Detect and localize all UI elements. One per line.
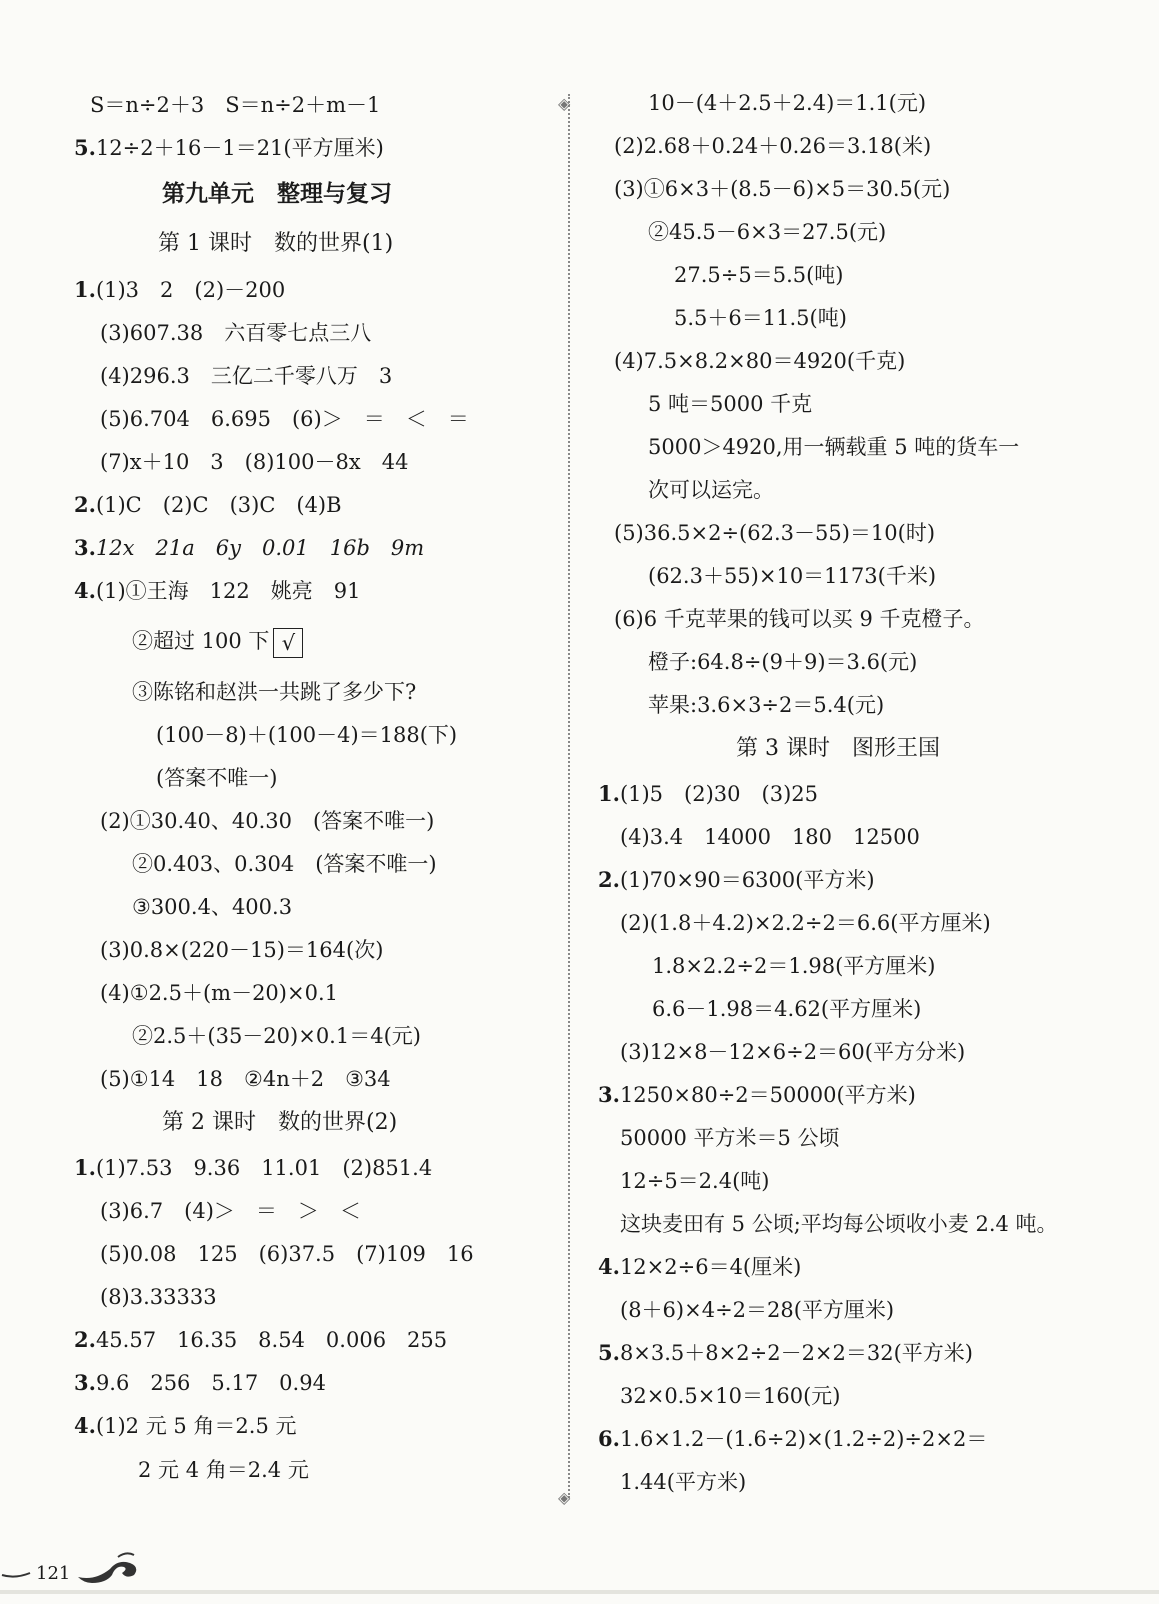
answer-text: (1)①王海 122 姚亮 91	[95, 579, 361, 603]
answer-line: 6.6－1.98＝4.62(平方厘米)	[652, 997, 922, 1021]
answer-line: 5.5＋6＝11.5(吨)	[674, 306, 847, 330]
answer-line: (8)3.33333	[100, 1285, 217, 1309]
answer-line: ②2.5＋(35－20)×0.1＝4(元)	[132, 1024, 421, 1048]
answer-line: 1.8×2.2÷2＝1.98(平方厘米)	[652, 954, 936, 978]
answer-line: S＝n÷2＋3 S＝n÷2＋m－1	[90, 93, 381, 117]
answer-line	[598, 865, 875, 895]
answer-line: 27.5÷5＝5.5(吨)	[674, 263, 844, 287]
answer-line	[74, 133, 384, 163]
answer-line: (6)6 千克苹果的钱可以买 9 千克橙子。	[614, 607, 985, 631]
answer-line: (3)607.38 六百零七点三八	[100, 321, 372, 345]
answer-line: 这块麦田有 5 公顷;平均每公顷收小麦 2.4 吨。	[620, 1212, 1058, 1236]
answer-line	[74, 576, 361, 606]
answer-line: (3)①6×3＋(8.5－6)×5＝30.5(元)	[614, 177, 951, 201]
answer-line: 50000 平方米＝5 公顷	[620, 1126, 840, 1150]
lesson-title: 第 3 课时 图形王国	[736, 736, 940, 761]
answer-line: (62.3＋55)×10＝1173(千米)	[648, 564, 937, 588]
unit-title: 第九单元 整理与复习	[162, 180, 392, 207]
answer-line: (3)6.7 (4)＞ ＝ ＞ ＜	[100, 1199, 361, 1223]
answer-line: (5)①14 18 ②4n＋2 ③34	[100, 1067, 391, 1091]
answer-line	[132, 626, 303, 658]
answer-line: ②0.403、0.304 (答案不唯一)	[132, 852, 437, 876]
answer-text: (1)3 2 (2)－200	[95, 278, 286, 302]
answer-text: (1)70×90＝6300(平方米)	[619, 868, 875, 892]
answer-line: (5)36.5×2÷(62.3－55)＝10(时)	[614, 521, 936, 545]
answer-line	[74, 490, 342, 520]
answer-line: 1.44(平方米)	[620, 1470, 747, 1494]
answer-line	[74, 275, 285, 305]
lesson-title: 第 1 课时 数的世界(1)	[158, 231, 394, 256]
answer-line: 次可以运完。	[648, 478, 774, 502]
answer-line: (答案不唯一)	[156, 766, 278, 790]
question-number: 2.	[74, 1327, 96, 1352]
question-number: 2.	[598, 867, 620, 892]
answer-text: (1)2 元 5 角＝2.5 元	[95, 1414, 297, 1438]
page-number: 121	[36, 1563, 71, 1584]
answer-line: ③陈铭和赵洪一共跳了多少下?	[132, 680, 417, 704]
answer-line: (3)12×8－12×6÷2＝60(平方分米)	[620, 1040, 966, 1064]
check-mark-box: √	[273, 628, 303, 658]
question-number: 5.	[598, 1340, 620, 1365]
answer-text: 1.6×1.2－(1.6÷2)×(1.2÷2)÷2×2＝	[619, 1427, 988, 1451]
question-number: 4.	[74, 578, 96, 603]
answer-text: (1)5 (2)30 (3)25	[619, 782, 818, 806]
answer-line	[598, 1080, 916, 1110]
answer-line	[598, 1424, 987, 1454]
answer-line: (5)6.704 6.695 (6)＞ ＝ ＜ ＝	[100, 407, 469, 431]
answer-line: (7)x＋10 3 (8)100－8x 44	[100, 450, 409, 474]
divider-ornament-icon: ◈	[558, 94, 571, 113]
answer-line: (4)7.5×8.2×80＝4920(千克)	[614, 349, 906, 373]
answer-text: 1250×80÷2＝50000(平方米)	[619, 1083, 916, 1107]
question-number: 1.	[74, 1155, 96, 1180]
answer-line: (8＋6)×4÷2＝28(平方厘米)	[620, 1298, 895, 1322]
answer-line: 2 元 4 角＝2.4 元	[138, 1458, 309, 1482]
answer-line: ②45.5－6×3＝27.5(元)	[648, 220, 887, 244]
answer-line: (100－8)＋(100－4)＝188(下)	[156, 723, 458, 747]
question-number: 1.	[74, 277, 96, 302]
answer-line: 5 吨＝5000 千克	[648, 392, 813, 416]
answer-text: (1)7.53 9.36 11.01 (2)851.4	[95, 1156, 433, 1180]
column-divider	[568, 94, 570, 1498]
answer-text: 12÷2＋16－1＝21(平方厘米)	[95, 136, 384, 160]
answer-line: (4)296.3 三亿二千零八万 3	[100, 364, 393, 388]
answer-line	[74, 1153, 432, 1183]
answer-text: ②超过 100 下	[132, 629, 270, 653]
cloud-ornament-icon	[0, 1545, 150, 1585]
answer-line: 苹果:3.6×3÷2＝5.4(元)	[648, 693, 885, 717]
answer-line: (3)0.8×(220－15)＝164(次)	[100, 938, 384, 962]
divider-ornament-icon: ◈	[558, 1488, 571, 1507]
answer-line	[598, 1338, 973, 1368]
answer-line: ③300.4、400.3	[132, 895, 293, 919]
question-number: 2.	[74, 492, 96, 517]
answer-text: 8×3.5＋8×2÷2－2×2＝32(平方米)	[619, 1341, 973, 1365]
answer-line	[598, 779, 818, 809]
answer-line: (2)①30.40、40.30 (答案不唯一)	[100, 809, 435, 833]
answer-line: 5000＞4920,用一辆载重 5 吨的货车一	[648, 435, 1020, 459]
answer-line	[74, 533, 424, 563]
answer-text: 12×2÷6＝4(厘米)	[619, 1255, 802, 1279]
bottom-edge	[0, 1590, 1159, 1594]
question-number: 3.	[598, 1082, 620, 1107]
answer-line: 橙子:64.8÷(9＋9)＝3.6(元)	[648, 650, 918, 674]
answer-line	[74, 1325, 447, 1355]
answer-line: 32×0.5×10＝160(元)	[620, 1384, 841, 1408]
answer-line	[74, 1368, 326, 1398]
answer-line: (4)①2.5＋(m－20)×0.1	[100, 981, 338, 1005]
answer-line: (4)3.4 14000 180 12500	[620, 825, 920, 849]
question-number: 3.	[74, 1370, 96, 1395]
answer-line: 12÷5＝2.4(吨)	[620, 1169, 770, 1193]
answer-line: (2)(1.8＋4.2)×2.2÷2＝6.6(平方厘米)	[620, 911, 991, 935]
answer-line: (5)0.08 125 (6)37.5 (7)109 16	[100, 1242, 474, 1266]
answer-line: 10－(4＋2.5＋2.4)＝1.1(元)	[648, 91, 927, 115]
answer-line	[598, 1252, 801, 1282]
question-number: 6.	[598, 1426, 620, 1451]
lesson-title: 第 2 课时 数的世界(2)	[162, 1110, 398, 1135]
answer-line: (2)2.68＋0.24＋0.26＝3.18(米)	[614, 134, 932, 158]
answer-text: (1)C (2)C (3)C (4)B	[95, 493, 342, 517]
question-number: 4.	[74, 1413, 96, 1438]
answer-text: 9.6 256 5.17 0.94	[95, 1371, 326, 1395]
question-number: 4.	[598, 1254, 620, 1279]
answer-line	[74, 1411, 297, 1441]
question-number: 5.	[74, 135, 96, 160]
question-number: 3.	[74, 535, 96, 560]
answer-text: 12x 21a 6y 0.01 16b 9m	[95, 536, 425, 560]
answer-text: 45.57 16.35 8.54 0.006 255	[95, 1328, 448, 1352]
question-number: 1.	[598, 781, 620, 806]
